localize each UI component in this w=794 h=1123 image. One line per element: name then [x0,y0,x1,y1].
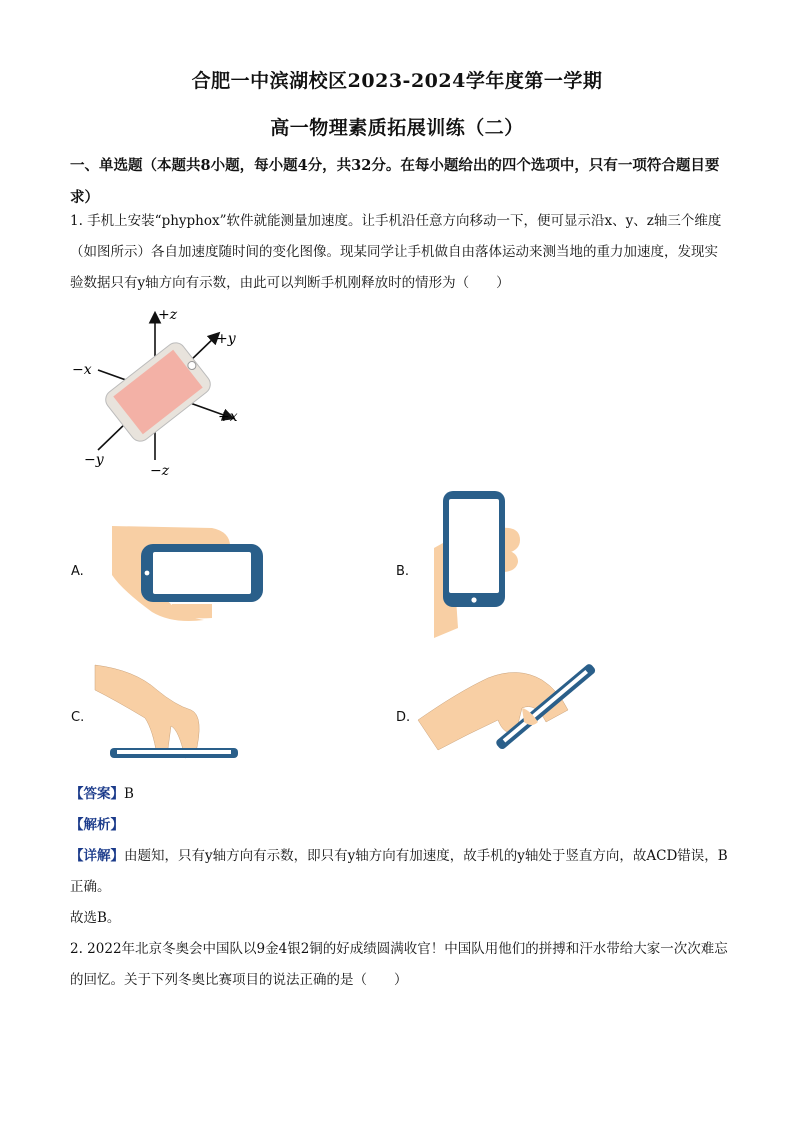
option-c-label: C. [71,710,85,725]
option-b-label: B. [396,564,410,579]
axis-label-minus-y: −y [84,452,104,468]
option-a-image [112,520,272,625]
answer-value: B [124,786,134,802]
analysis-line [70,810,730,841]
detail-tag: 【详解】 [70,848,124,864]
option-d-label: D. [396,710,411,725]
axis-label-plus-y: +y [216,331,236,347]
axis-label-minus-z: −z [150,463,170,479]
conclusion-line: 故选B。 [70,910,121,926]
answer-line [70,779,730,810]
question-2-text: 2. 2022年北京冬奥会中国队以9金4银2铜的好成绩圆满收官！中国队用他们的拼搏和汗水带给大家一次次难忘的回忆。关于下列冬奥比赛项目的说法正确的是（ ） [70,941,728,988]
detail-paragraph [70,841,730,903]
phone-axes-diagram [70,300,270,485]
option-c-image [95,660,245,770]
axis-label-plus-x: +x [218,409,238,425]
option-d-image [418,662,598,767]
option-b-image [428,488,528,638]
question-1-text: 1. 手机上安装“phyphox”软件就能测量加速度。让手机沿任意方向移动一下，便可显示沿x、y、z轴三个维度（如图所示）各自加速度随时间的变化图像。现某同学让手机做自由落体运动来测当地的重力加速度，发现实验数据只有y轴方向有示数，由此可以判断手机刚释放时的情形为（ ） [70,213,722,291]
section-heading: 一、单选题（本题共8小题，每小题4分，共32分。在每小题给出的四个选项中，只有一项符合题目要求） [70,157,720,206]
analysis-tag: 【解析】 [70,817,124,833]
document-subtitle: 高一物理素质拓展训练（二） [270,117,524,139]
option-a-label: A. [71,564,84,579]
detail-text: 由题知，只有y轴方向有示数，即只有y轴方向有加速度，故手机的y轴处于竖直方向，故ACD错误，B正确。 [70,848,728,895]
answer-tag: 【答案】 [70,786,124,802]
axis-label-plus-z: +z [158,307,178,323]
axis-label-minus-x: −x [72,362,92,378]
document-title: 合肥一中滨湖校区2023-2024学年度第一学期 [191,70,603,92]
